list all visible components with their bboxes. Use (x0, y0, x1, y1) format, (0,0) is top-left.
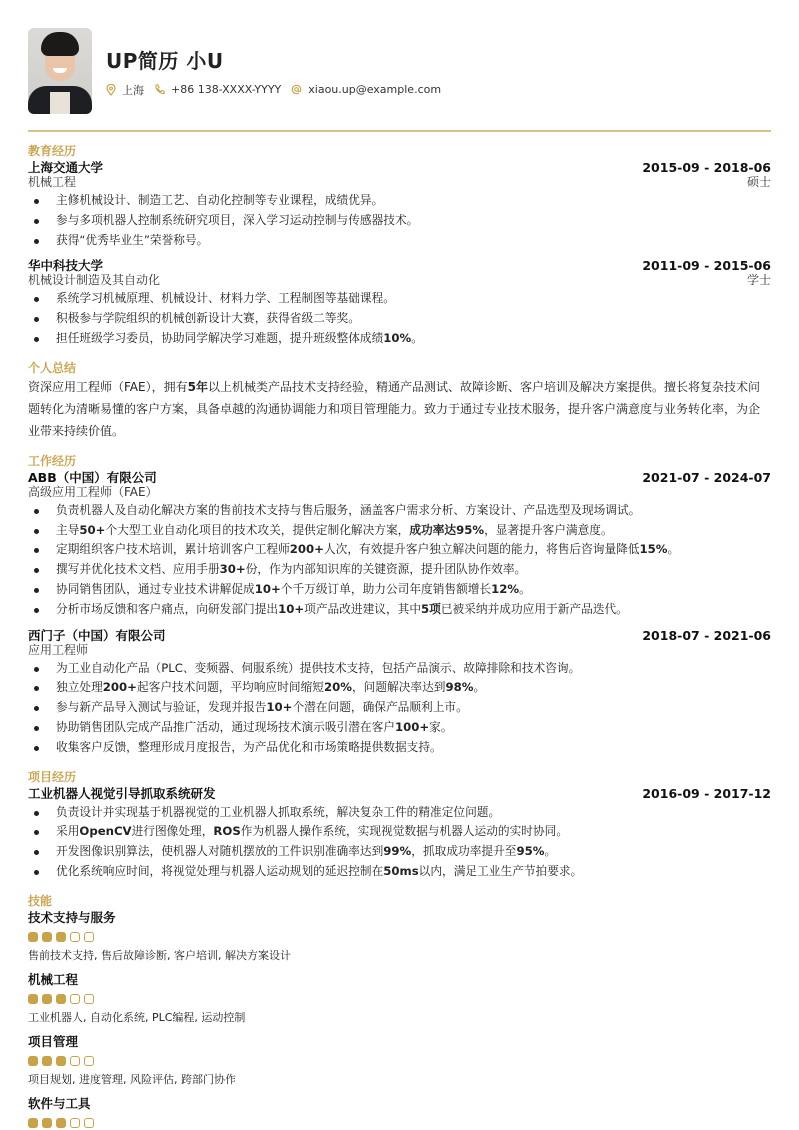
major: 机械设计制造及其自动化 (28, 273, 161, 288)
contact-phone (154, 83, 281, 96)
rating-dot-filled-icon (42, 1118, 52, 1128)
list-item: 收集客户反馈，整理形成月度报告，为产品优化和市场策略提供数据支持。 (28, 738, 771, 758)
bullet-list (28, 659, 771, 758)
company-name: ABB（中国）有限公司 (28, 469, 157, 485)
contact-location (106, 82, 144, 98)
rating-dot-empty-icon (70, 932, 80, 942)
phone-icon (154, 84, 165, 95)
list-item: 撰写并优化技术文档、应用手册30+份，作为内部知识库的关键资源，提升团队协作效率。 (28, 560, 771, 580)
list-item: 负责机器人及自动化解决方案的售前技术支持与售后服务，涵盖客户需求分析、方案设计、产品选型及现场调试。 (28, 501, 771, 521)
date-range: 2011-09 - 2015-06 (642, 258, 771, 274)
section-title: 技能 (28, 893, 53, 908)
date-range: 2016-09 - 2017-12 (642, 785, 771, 801)
education-entry (28, 258, 771, 348)
section-work (28, 454, 771, 758)
list-item: 为工业自动化产品（PLC、变频器、伺服系统）提供技术支持，包括产品演示、故障排除和技术咨询。 (28, 659, 771, 679)
list-item: 开发图像识别算法，使机器人对随机摆放的工件识别准确率达到99%，抓取成功率提升至95%。 (28, 842, 771, 862)
rating-dot-filled-icon (28, 994, 38, 1004)
list-item: 负责设计并实现基于机器视觉的工业机器人抓取系统，解决复杂工件的精准定位问题。 (28, 803, 771, 823)
bullet-list (28, 191, 771, 250)
school-name: 上海交通大学 (28, 160, 104, 175)
work-entry (28, 628, 771, 758)
contact-email (291, 83, 441, 96)
rating-dot-filled-icon (56, 1118, 66, 1128)
education-entry (28, 160, 771, 250)
list-item: 协助销售团队完成产品推广活动，通过现场技术演示吸引潜在客户100+家。 (28, 718, 771, 738)
contact-info (106, 82, 451, 98)
skill-name: 技术支持与服务 (28, 909, 116, 925)
rating-dot-filled-icon (56, 1056, 66, 1066)
location-text: 上海 (122, 83, 144, 97)
email-text[interactable]: xiaou.up@example.com (308, 83, 442, 96)
list-item: 担任班级学习委员，协助同学解决学习难题，提升班级整体成绩10%。 (28, 329, 771, 349)
rating-dot-empty-icon (70, 1056, 80, 1066)
section-title: 个人总结 (28, 360, 77, 375)
rating-dot-empty-icon (70, 1118, 80, 1128)
list-item: 分析市场反馈和客户痛点，向研发部门提出10+项产品改进建议，其中5项已被采纳并成功应用于新产品迭代。 (28, 600, 771, 620)
skill-item (28, 1034, 771, 1087)
section-title: 工作经历 (28, 453, 77, 468)
section-projects (28, 770, 771, 882)
rating-dot-filled-icon (28, 1118, 38, 1128)
section-education (28, 144, 771, 349)
candidate-name: UP简历 小U (106, 48, 224, 73)
avatar (28, 28, 92, 114)
section-summary (28, 361, 771, 442)
date-range: 2018-07 - 2021-06 (642, 627, 771, 643)
section-title: 项目经历 (28, 769, 77, 784)
degree: 硕士 (746, 175, 771, 189)
rating-dot-filled-icon (56, 932, 66, 942)
skill-item (28, 1096, 771, 1128)
skill-item (28, 910, 771, 963)
rating-dot-empty-icon (84, 932, 94, 942)
list-item: 定期组织客户技术培训，累计培训客户工程师200+人次，有效提升客户独立解决问题的能力，将售后咨询量降低15%。 (28, 540, 771, 560)
list-item: 参与新产品导入测试与验证，发现并报告10+个潜在问题，确保产品顺利上市。 (28, 698, 771, 718)
rating-dot-filled-icon (42, 932, 52, 942)
list-item: 独立处理200+起客户技术问题，平均响应时间缩短20%，问题解决率达到98%。 (28, 678, 771, 698)
degree: 学士 (746, 273, 771, 288)
date-range: 2015-09 - 2018-06 (642, 160, 771, 175)
list-item: 主修机械设计、制造工艺、自动化控制等专业课程，成绩优异。 (28, 191, 771, 211)
skill-item (28, 972, 771, 1025)
bullet-list (28, 501, 771, 620)
rating-dot-filled-icon (42, 994, 52, 1004)
skill-level-rating (28, 994, 771, 1004)
list-item: 获得“优秀毕业生”荣誉称号。 (28, 231, 771, 251)
phone-text: +86 138-XXXX-YYYY (171, 83, 282, 96)
project-name: 工业机器人视觉引导抓取系统研发 (28, 785, 216, 801)
company-name: 西门子（中国）有限公司 (28, 627, 166, 643)
section-title: 教育经历 (28, 144, 77, 158)
skill-keywords: 项目规划, 进度管理, 风险评估, 跨部门协作 (28, 1072, 236, 1086)
rating-dot-empty-icon (84, 994, 94, 1004)
job-role: 应用工程师 (28, 642, 89, 657)
skill-level-rating (28, 932, 771, 942)
project-entry (28, 786, 771, 882)
at-icon (291, 84, 302, 95)
list-item: 优化系统响应时间，将视觉处理与机器人运动规划的延迟控制在50ms以内，满足工业生产节拍要求。 (28, 862, 771, 882)
list-item: 系统学习机械原理、机械设计、材料力学、工程制图等基础课程。 (28, 289, 771, 309)
rating-dot-filled-icon (56, 994, 66, 1004)
skill-name: 项目管理 (28, 1033, 79, 1049)
school-name: 华中科技大学 (28, 258, 104, 274)
list-item: 积极参与学院组织的机械创新设计大赛，获得省级二等奖。 (28, 309, 771, 329)
resume-header (28, 0, 771, 114)
bullet-list (28, 289, 771, 348)
rating-dot-filled-icon (28, 1056, 38, 1066)
skill-name: 软件与工具 (28, 1095, 91, 1111)
list-item: 协同销售团队，通过专业技术讲解促成10+个千万级订单，助力公司年度销售额增长12%。 (28, 580, 771, 600)
rating-dot-empty-icon (84, 1056, 94, 1066)
skill-name: 机械工程 (28, 971, 79, 987)
rating-dot-empty-icon (84, 1118, 94, 1128)
skill-level-rating (28, 1056, 771, 1066)
rating-dot-filled-icon (42, 1056, 52, 1066)
list-item: 参与多项机器人控制系统研究项目，深入学习运动控制与传感器技术。 (28, 211, 771, 231)
header-divider (28, 130, 771, 132)
list-item: 主导50+个大型工业自动化项目的技术攻关，提供定制化解决方案，成功率达95%，显著提升客户满意度。 (28, 521, 771, 541)
location-pin-icon (106, 84, 116, 96)
summary-text: 资深应用工程师（FAE），拥有5年以上机械类产品技术支持经验，精通产品测试、故障诊断、客户培训及解决方案提供。擅长将复杂技术问题转化为清晰易懂的客户方案，具备卓越的沟通协调能力和项目管理能力。致力于通过专业技术服务，提升客户满意度与业务转化率，为企业带来持续价值。 (28, 379, 761, 438)
rating-dot-filled-icon (28, 932, 38, 942)
skill-keywords: 工业机器人, 自动化系统, PLC编程, 运动控制 (28, 1010, 246, 1024)
bullet-list (28, 803, 771, 882)
skill-keywords: 售前技术支持, 售后故障诊断, 客户培训, 解决方案设计 (28, 948, 291, 962)
date-range: 2021-07 - 2024-07 (642, 469, 771, 485)
major: 机械工程 (28, 175, 77, 189)
list-item: 采用OpenCV进行图像处理，ROS作为机器人操作系统，实现视觉数据与机器人运动的实时协同。 (28, 822, 771, 842)
rating-dot-empty-icon (70, 994, 80, 1004)
job-role: 高级应用工程师（FAE） (28, 484, 158, 499)
work-entry (28, 470, 771, 620)
section-skills (28, 894, 771, 1128)
skill-level-rating (28, 1118, 771, 1128)
